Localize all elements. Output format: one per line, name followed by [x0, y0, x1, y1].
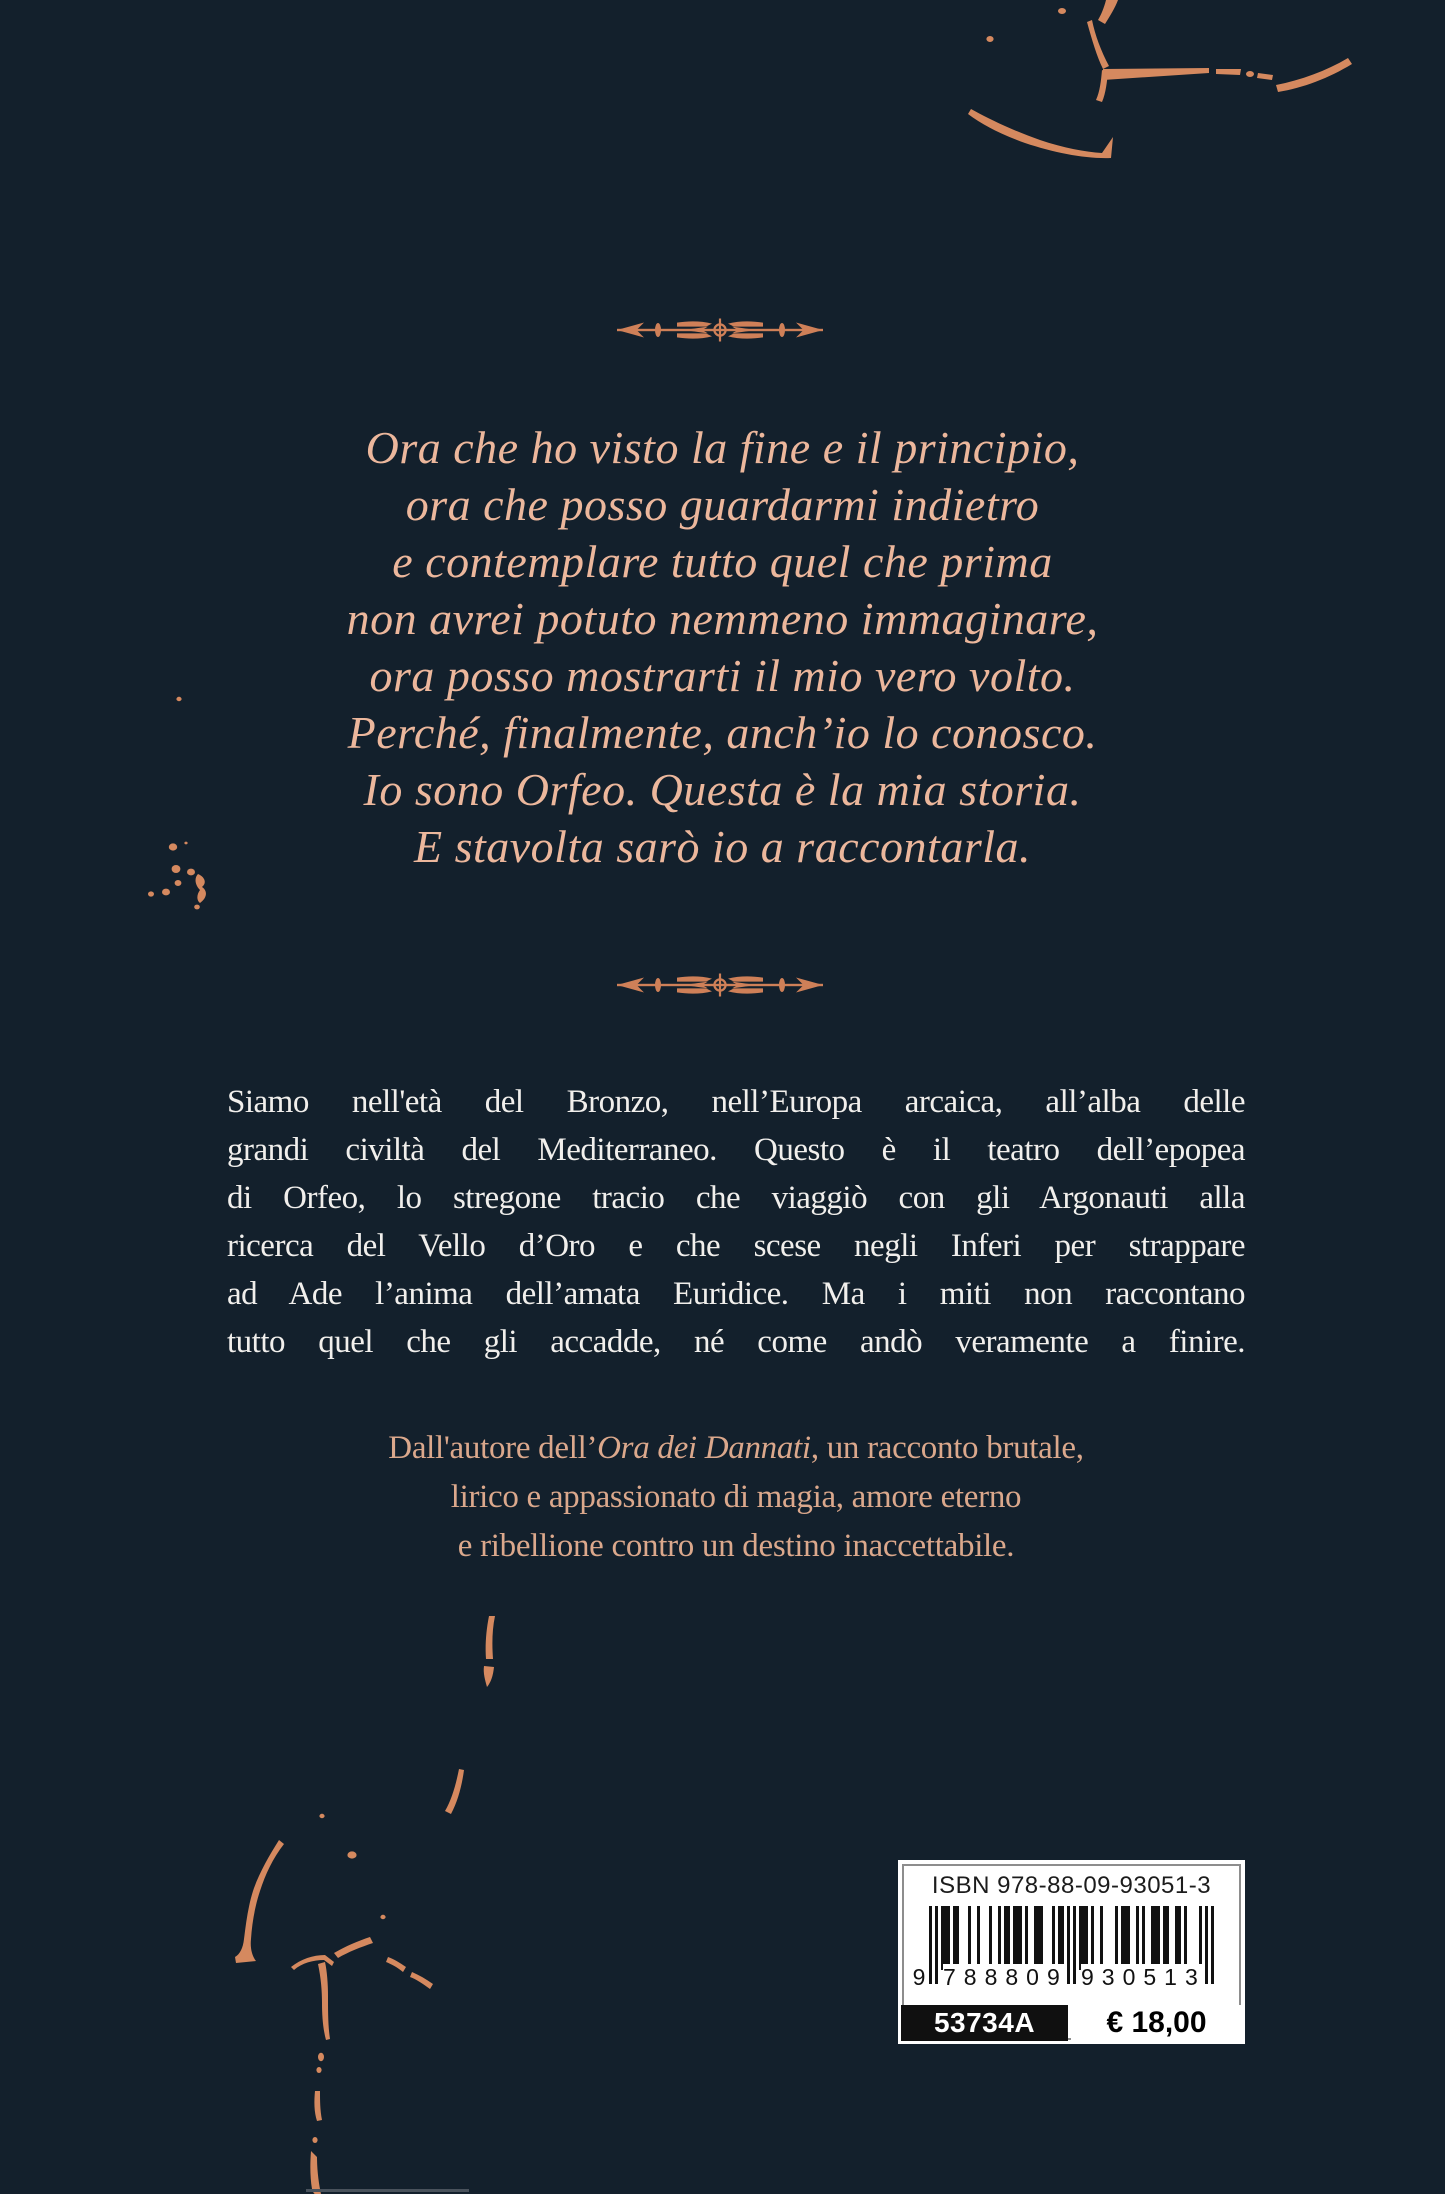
crack-y-vertical	[1087, 20, 1109, 69]
crack-small-right	[410, 1972, 433, 1989]
speck	[1058, 8, 1066, 14]
speck	[162, 889, 170, 896]
synopsis-line: tutto quel che gli accadde, né come andò veramente a finire.	[227, 1324, 1245, 1360]
crack-y-tail	[1096, 70, 1108, 102]
ean-digit-lead: 9	[909, 1964, 929, 1991]
speck	[986, 36, 993, 42]
drip-dot	[312, 2137, 317, 2143]
synopsis-line: Siamo nell'età del Bronzo, nell’Europa arcaica, all’alba delle	[227, 1084, 1245, 1120]
crack-horizontal	[1103, 68, 1209, 80]
crack-t-arm	[291, 1955, 334, 1970]
drip-dot	[318, 2053, 324, 2061]
crack-vertical-dash	[486, 1616, 495, 1659]
tagline-line-3: e ribellione contro un destino inaccettabile.	[457, 1528, 1015, 1564]
crack-triangle	[484, 1666, 494, 1687]
speck	[319, 1814, 324, 1818]
divider-ornament-top	[617, 316, 823, 344]
speck-squiggle	[196, 874, 206, 903]
crack-s-curve	[968, 109, 1113, 158]
drip-dot	[316, 2067, 321, 2073]
poem-line: E stavolta sarò io a raccontarla.	[413, 821, 1032, 872]
crack-long-s	[235, 1840, 284, 1963]
ean-digit-group-1: 788809	[943, 1964, 1068, 1990]
synopsis-line: di Orfeo, lo stregone tracio che viaggiò con gli Argonauti alla	[227, 1180, 1245, 1216]
crack-drip	[318, 1962, 330, 2040]
tagline-line-2: lirico e appassionato di magia, amore eterno	[450, 1479, 1022, 1515]
synopsis-line: ad Ade l’anima dell’amata Euridice. Ma i miti non raccontano	[227, 1276, 1245, 1312]
drip-dash	[310, 2151, 321, 2194]
divider-ornament-middle	[617, 971, 823, 999]
poem-line: Ora che ho visto la fine e il principio,	[365, 422, 1080, 473]
synopsis-line: ricerca del Vello d’Oro e che scese negli Inferi per strappare	[227, 1228, 1245, 1264]
price: € 18,00	[1071, 2005, 1242, 2041]
speck	[380, 1915, 385, 1919]
crack-small-right	[386, 1957, 406, 1972]
crack-dash	[1257, 73, 1273, 80]
speck	[175, 880, 182, 886]
poem-line: ora posso mostrarti il mio vero volto.	[369, 650, 1076, 701]
poem-line: ora che posso guardarmi indietro	[405, 479, 1040, 530]
crack-diagonal	[334, 1937, 373, 1958]
poem-line: Io sono Orfeo. Questa è la mia storia.	[363, 764, 1082, 815]
speck	[148, 891, 154, 896]
ean-digit-group-2: 930513	[1081, 1964, 1206, 1990]
crack-dot	[1246, 71, 1254, 77]
barcode-label	[898, 1860, 1245, 2044]
barcode-digits	[901, 1964, 1242, 1990]
poem-line: non avrei potuto nemmeno immaginare,	[346, 593, 1099, 644]
poem-line: Perché, finalmente, anch’io lo conosco.	[347, 707, 1098, 758]
speck	[347, 1851, 356, 1858]
drip-dash	[314, 2091, 322, 2121]
speck	[194, 905, 200, 910]
referenced-title: Ora dei Dannati	[597, 1430, 811, 1466]
author-tagline	[227, 1424, 1245, 1571]
crack-top-edge	[1098, 0, 1118, 24]
product-code: 53734A	[901, 2005, 1068, 2041]
poem-line: e contemplare tutto quel che prima	[392, 536, 1053, 587]
crack-slash	[445, 1769, 464, 1814]
tagline-line-1: Dall'autore dell’Ora dei Dannati, un racconto brutale,	[388, 1430, 1084, 1466]
synopsis-paragraph	[227, 1078, 1245, 1366]
synopsis-line: grandi civiltà del Mediterraneo. Questo è il teatro dell’epopea	[227, 1132, 1245, 1168]
isbn-text: ISBN 978-88-09-93051-3	[931, 1872, 1212, 1899]
poem-quote	[0, 419, 1445, 875]
bottom-edge-mark	[306, 2189, 469, 2192]
crack-dash	[1216, 69, 1241, 75]
label-bottom-row	[901, 2005, 1242, 2041]
crack-rising	[1276, 58, 1352, 92]
